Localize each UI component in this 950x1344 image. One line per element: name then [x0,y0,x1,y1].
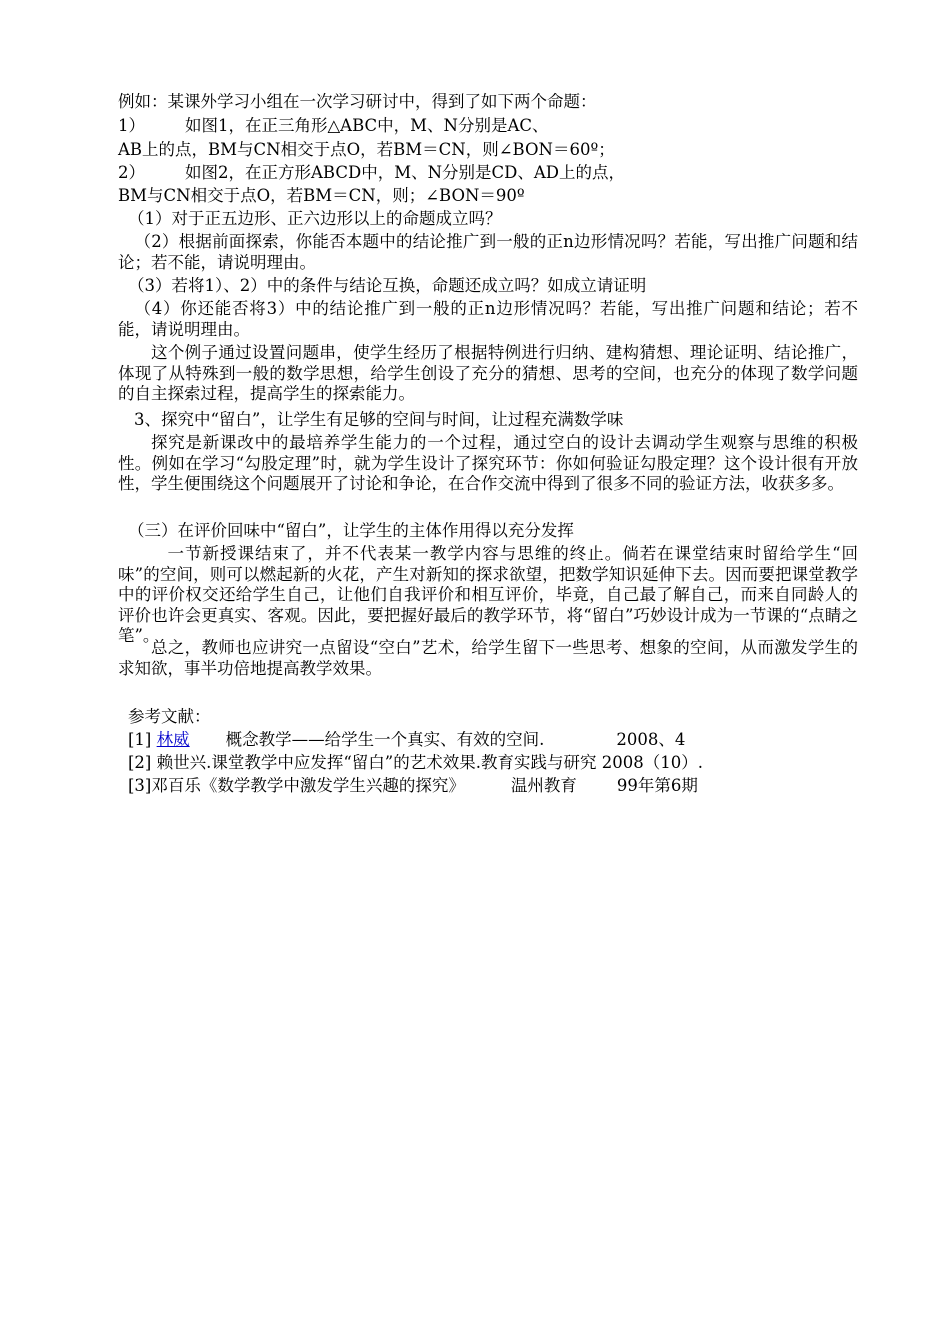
proposition-2-number: 2） [118,163,145,182]
question-4: （4）你还能否将3）中的结论推广到一般的正n边形情况吗？若能，写出推广问题和结论；若不能，请说明理由。 [118,299,858,339]
reference-3 [128,776,890,797]
evaluation-paragraph: 一节新授课结束了，并不代表某一教学内容与思维的终止。倘若在课堂结束时留给学生“回味”的空间，则可以燃起新的火花，产生对新知的探求欲望，把数学知识延伸下去。因而要把课堂教学中的评价权交还给学生自己，让他们自我评价和相互评价，毕竟，自己最了解自己，而来自同龄人的评价也许会更真实、客观。因此，要把握好最后的教学环节，将“留白”巧妙设计成为一节课的“点睛之笔”。 [118,544,858,646]
question-1: （1）对于正五边形、正六边形以上的命题成立吗？ [128,209,502,228]
references-heading: 参考文献： [128,707,211,726]
reference-1-author-link[interactable]: 林威 [156,730,190,749]
question-2: （2）根据前面探索，你能否本题中的结论推广到一般的正n边形情况吗？若能，写出推广问题和结论；若不能，请说明理由。 [118,232,858,272]
exploration-paragraph: 探究是新课改中的最培养学生能力的一个过程，通过空白的设计去调动学生观察与思维的积极性。例如在学习“勾股定理”时，就为学生设计了探究环节：你如何验证勾股定理？这个设计很有开放性，学生便围绕这个问题展开了讨论和争论，在合作交流中得到了很多不同的验证方法，收获多多。 [118,433,858,494]
reference-2: [2] 赖世兴.课堂教学中应发挥“留白”的艺术效果.教育实践与研究 2008（10）. [128,753,703,772]
reference-3-journal: 温州教育 [510,776,577,795]
evaluation-heading: （三）在评价回味中“留白”，让学生的主体作用得以充分发挥 [128,521,574,540]
section-heading-3: 3、探究中“留白”，让学生有足够的空间与时间，让过程充满数学味 [134,410,624,429]
reference-3-main: [3]邓百乐《数学教学中激发学生兴趣的探究》 [128,776,465,795]
proposition-2 [118,163,890,184]
reference-1-date: 2008、4 [616,730,686,749]
proposition-2-text: 如图2，在正方形ABCD中，M、N分别是CD、AD上的点， [185,163,626,182]
proposition-1-number: 1） [118,116,145,135]
reference-1-title: 概念教学——给学生一个真实、有效的空间. [225,730,545,749]
reference-1-number: [1] [128,730,152,749]
summary-paragraph: 这个例子通过设置问题串，使学生经历了根据特例进行归纳、建构猜想、理论证明、结论推广，体现了从特殊到一般的数学思想，给学生创设了充分的猜想、思考的空间，也充分的体现了数学问题的自主探索过程，提高学生的探索能力。 [118,343,858,404]
conclusion-paragraph: 总之，教师也应讲究一点留设“空白”艺术，给学生留下一些思考、想象的空间，从而激发学生的求知欲，事半功倍地提高教学效果。 [118,638,858,678]
proposition-1-text: 如图1，在正三角形△ABC中，M、N分别是AC、 [185,116,549,135]
proposition-2-continuation: BM与CN相交于点O，若BM＝CN，则；∠BON＝90º [118,186,525,205]
intro-line: 例如：某课外学习小组在一次学习研讨中，得到了如下两个命题： [118,92,597,111]
proposition-1-continuation: AB上的点，BM与CN相交于点O，若BM＝CN，则∠BON＝60º； [118,140,615,159]
question-3: （3）若将1）、2）中的条件与结论互换，命题还成立吗？如成立请证明 [128,276,647,295]
reference-3-issue: 99年第6期 [616,776,698,795]
proposition-1 [118,116,890,137]
reference-1 [128,730,890,751]
